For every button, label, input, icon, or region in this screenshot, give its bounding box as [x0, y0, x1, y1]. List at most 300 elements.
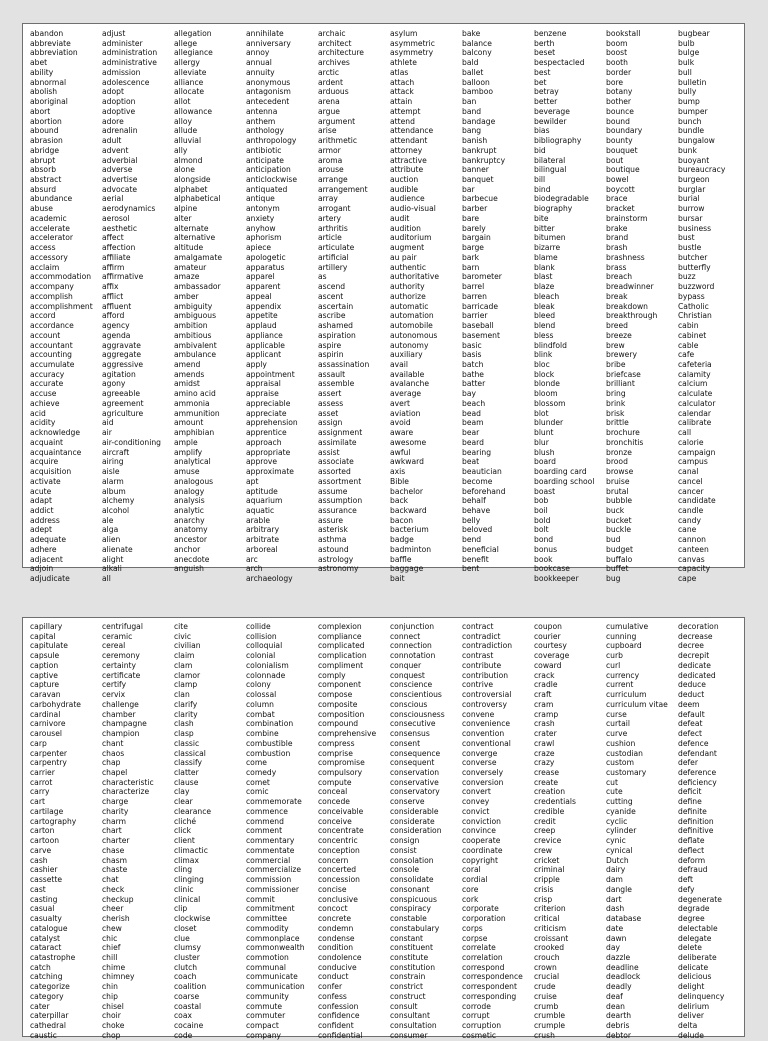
- word-entry: astrology: [318, 554, 354, 564]
- word-entry: belly: [462, 515, 481, 525]
- word-entry: artillery: [318, 262, 348, 272]
- word-entry: badge: [390, 535, 414, 545]
- word-entry: cardinal: [30, 709, 61, 719]
- word-entry: concentric: [318, 836, 358, 846]
- word-entry: delicious: [678, 972, 712, 982]
- word-entry: certainty: [102, 660, 136, 670]
- word-entry: core: [462, 884, 479, 894]
- word-entry: chasm: [102, 855, 127, 865]
- word-entry: adapt: [30, 496, 52, 506]
- word-entry: baseball: [462, 321, 494, 331]
- word-entry: ambitious: [174, 330, 212, 340]
- word-entry: bunch: [678, 116, 702, 126]
- word-entry: bilingual: [534, 165, 567, 175]
- word-entry: Bible: [390, 476, 409, 486]
- word-entry: astronomy: [318, 564, 359, 574]
- word-entry: default: [678, 709, 705, 719]
- word-entry: caterpillar: [30, 1011, 69, 1021]
- word-entry: aspiration: [318, 330, 356, 340]
- word-entry: affiliate: [102, 252, 131, 262]
- word-entry: cabin: [678, 321, 699, 331]
- word-entry: accurate: [30, 379, 64, 389]
- word-entry: constitute: [390, 952, 429, 962]
- word-entry: colony: [246, 680, 271, 690]
- word-entry: aircraft: [102, 447, 130, 457]
- word-entry: book: [534, 554, 553, 564]
- word-entry: appliance: [246, 330, 283, 340]
- word-entry: cupboard: [606, 641, 642, 651]
- word-entry: acclaim: [30, 262, 60, 272]
- word-entry: assassination: [318, 359, 370, 369]
- word-entry: betray: [534, 87, 559, 97]
- word-entry: array: [318, 194, 338, 204]
- word-entry: bay: [462, 389, 476, 399]
- word-entry: automatic: [390, 301, 429, 311]
- word-entry: agreeable: [102, 389, 141, 399]
- word-list-page-2: [22, 617, 745, 1040]
- word-entry: conscience: [390, 680, 433, 690]
- word-entry: adjacent: [30, 554, 63, 564]
- word-entry: cataract: [30, 943, 62, 953]
- word-entry: arctic: [318, 67, 340, 77]
- word-entry: adore: [102, 116, 124, 126]
- word-entry: conspicuous: [390, 894, 437, 904]
- word-entry: bunk: [678, 145, 697, 155]
- word-entry: consign: [390, 836, 420, 846]
- word-entry: contribution: [462, 670, 509, 680]
- word-entry: blast: [534, 272, 553, 282]
- word-entry: deduct: [678, 690, 705, 700]
- word-entry: become: [462, 476, 493, 486]
- word-entry: breach: [606, 272, 633, 282]
- word-entry: advent: [102, 145, 129, 155]
- word-entry: abridge: [30, 145, 60, 155]
- word-entry: courtesy: [534, 641, 567, 651]
- word-entry: bankruptcy: [462, 155, 506, 165]
- word-entry: awkward: [390, 457, 424, 467]
- word-entry: cater: [30, 1001, 50, 1011]
- word-entry: breadwinner: [606, 282, 654, 292]
- word-entry: armor: [318, 145, 341, 155]
- word-entry: concise: [318, 884, 347, 894]
- word-entry: combine: [246, 729, 279, 739]
- word-entry: boycott: [606, 184, 635, 194]
- word-entry: analogous: [174, 476, 214, 486]
- word-entry: arable: [246, 515, 271, 525]
- word-entry: bill: [534, 175, 546, 185]
- word-entry: asymmetric: [390, 38, 435, 48]
- word-entry: bronze: [606, 447, 632, 457]
- word-entry: cocaine: [174, 1021, 204, 1031]
- word-entry: committee: [246, 914, 288, 924]
- word-entry: abet: [30, 58, 48, 68]
- word-entry: clan: [174, 690, 190, 700]
- word-entry: constabulary: [390, 923, 440, 933]
- word-entry: deficit: [678, 787, 702, 797]
- word-entry: cervix: [102, 690, 126, 700]
- word-list-page-1: [22, 23, 745, 584]
- word-entry: acidity: [30, 418, 56, 428]
- word-entry: cabinet: [678, 330, 707, 340]
- word-entry: bloom: [534, 389, 558, 399]
- word-entry: auxiliary: [390, 350, 423, 360]
- word-entry: analogy: [174, 486, 205, 496]
- word-entry: brilliant: [606, 379, 635, 389]
- word-entry: barbecue: [462, 194, 498, 204]
- word-entry: breakdown: [606, 301, 648, 311]
- word-entry: arrange: [318, 175, 348, 185]
- word-entry: conversion: [462, 777, 504, 787]
- word-entry: conduct: [318, 972, 349, 982]
- word-entry: chaste: [102, 865, 128, 875]
- word-entry: auction: [390, 175, 419, 185]
- word-entry: apply: [246, 359, 267, 369]
- word-entry: console: [390, 865, 420, 875]
- word-entry: advocate: [102, 184, 138, 194]
- word-entry: board: [534, 457, 556, 467]
- word-entry: bizarre: [534, 243, 561, 253]
- word-entry: ambivalent: [174, 340, 217, 350]
- word-entry: annoy: [246, 48, 270, 58]
- word-entry: brashness: [606, 252, 645, 262]
- word-entry: bout: [606, 155, 624, 165]
- word-entry: beard: [462, 437, 484, 447]
- word-entry: conservation: [390, 768, 440, 778]
- word-entry: convey: [462, 797, 490, 807]
- word-entry: conserve: [390, 797, 425, 807]
- word-entry: buffet: [606, 564, 629, 574]
- word-entry: air-conditioning: [102, 437, 161, 447]
- word-entry: conducive: [318, 962, 357, 972]
- word-entry: adept: [30, 525, 52, 535]
- word-entry: curse: [606, 709, 627, 719]
- word-entry: acquisition: [30, 467, 72, 477]
- word-entry: conservative: [390, 777, 439, 787]
- word-entry: adult: [102, 136, 122, 146]
- word-entry: compliance: [318, 631, 362, 641]
- word-entry: assortment: [318, 476, 362, 486]
- word-entry: click: [174, 826, 191, 836]
- word-entry: defect: [678, 729, 702, 739]
- word-entry: client: [174, 836, 195, 846]
- word-entry: amphibian: [174, 428, 215, 438]
- word-entry: attractive: [390, 155, 427, 165]
- word-entry: beset: [534, 48, 556, 58]
- word-entry: chap: [102, 758, 121, 768]
- word-entry: aerosol: [102, 213, 130, 223]
- word-entry: bespectacled: [534, 58, 585, 68]
- word-entry: bitter: [534, 223, 555, 233]
- word-column: [462, 622, 534, 1041]
- word-entry: confident: [318, 1021, 354, 1031]
- word-column: [606, 622, 678, 1041]
- word-entry: amidst: [174, 379, 200, 389]
- word-entry: authentic: [390, 262, 427, 272]
- word-entry: barren: [462, 291, 487, 301]
- word-entry: backward: [390, 505, 427, 515]
- word-entry: blink: [534, 350, 553, 360]
- word-entry: agreement: [102, 398, 144, 408]
- word-entry: delectable: [678, 923, 718, 933]
- word-entry: considerable: [390, 806, 439, 816]
- word-entry: antiquated: [246, 184, 288, 194]
- word-entry: ammonia: [174, 398, 210, 408]
- word-entry: accelerator: [30, 233, 73, 243]
- word-entry: business: [678, 223, 712, 233]
- word-entry: booth: [606, 58, 628, 68]
- word-entry: beam: [462, 418, 484, 428]
- word-entry: beforehand: [462, 486, 506, 496]
- word-entry: civic: [174, 631, 192, 641]
- word-entry: accompany: [30, 282, 74, 292]
- word-entry: almond: [174, 155, 203, 165]
- word-entry: coach: [174, 972, 197, 982]
- word-entry: abandon: [30, 29, 64, 38]
- word-entry: component: [318, 680, 361, 690]
- word-entry: attain: [390, 97, 413, 107]
- word-entry: attorney: [390, 145, 423, 155]
- word-entry: aquarium: [246, 496, 283, 506]
- word-entry: alliance: [174, 77, 204, 87]
- word-column: [678, 622, 750, 1041]
- word-entry: climactic: [174, 845, 208, 855]
- word-entry: construct: [390, 991, 426, 1001]
- word-entry: alkali: [102, 564, 122, 574]
- word-entry: back: [390, 496, 409, 506]
- word-entry: civilian: [174, 641, 201, 651]
- word-entry: bait: [390, 574, 405, 584]
- word-entry: agriculture: [102, 408, 144, 418]
- word-entry: decrease: [678, 631, 713, 641]
- word-entry: conception: [318, 845, 360, 855]
- word-entry: definitive: [678, 826, 714, 836]
- word-entry: confess: [318, 991, 347, 1001]
- word-entry: accuracy: [30, 369, 65, 379]
- word-column: [390, 622, 462, 1041]
- word-entry: bracket: [606, 204, 635, 214]
- word-entry: chic: [102, 933, 118, 943]
- word-entry: bold: [534, 515, 551, 525]
- word-entry: delegate: [678, 933, 712, 943]
- word-entry: debris: [606, 1021, 630, 1031]
- word-entry: cereal: [102, 641, 126, 651]
- word-entry: alpine: [174, 204, 198, 214]
- word-entry: available: [390, 369, 425, 379]
- word-entry: concoct: [318, 904, 348, 914]
- word-entry: comet: [246, 777, 270, 787]
- word-entry: converge: [462, 748, 498, 758]
- word-entry: assault: [318, 369, 346, 379]
- word-entry: consent: [390, 738, 421, 748]
- word-entry: conventional: [462, 738, 511, 748]
- word-entry: cane: [678, 525, 697, 535]
- word-entry: annual: [246, 58, 272, 68]
- word-entry: defy: [678, 884, 695, 894]
- word-column: [174, 29, 246, 584]
- word-entry: chant: [102, 738, 124, 748]
- word-entry: barn: [462, 262, 480, 272]
- word-entry: brainstorm: [606, 213, 648, 223]
- word-entry: attribute: [390, 165, 424, 175]
- word-entry: antonym: [246, 204, 280, 214]
- word-entry: defer: [678, 758, 698, 768]
- word-entry: bearing: [462, 447, 492, 457]
- word-entry: candle: [678, 505, 704, 515]
- word-entry: classic: [174, 738, 200, 748]
- word-entry: cynic: [606, 836, 626, 846]
- word-entry: bar: [462, 184, 475, 194]
- word-entry: company: [246, 1030, 281, 1040]
- word-entry: definition: [678, 816, 714, 826]
- word-entry: carrier: [30, 768, 55, 778]
- word-entry: article: [318, 233, 342, 243]
- word-entry: appraise: [246, 389, 279, 399]
- word-entry: appraisal: [246, 379, 281, 389]
- word-entry: casualty: [30, 914, 62, 924]
- word-entry: database: [606, 914, 642, 924]
- word-entry: bump: [678, 97, 700, 107]
- word-entry: banish: [462, 136, 488, 146]
- word-entry: attack: [390, 87, 414, 97]
- word-entry: beneficial: [462, 544, 499, 554]
- word-entry: candidate: [678, 496, 716, 506]
- word-entry: boom: [606, 38, 628, 48]
- word-entry: appreciate: [246, 408, 287, 418]
- word-entry: atlas: [390, 67, 409, 77]
- word-entry: asthma: [318, 535, 347, 545]
- word-entry: biodegradable: [534, 194, 589, 204]
- word-entry: batch: [462, 359, 484, 369]
- word-entry: chimney: [102, 972, 135, 982]
- word-entry: anguish: [174, 564, 204, 574]
- word-entry: blot: [534, 408, 549, 418]
- word-entry: casting: [30, 894, 58, 904]
- word-entry: assess: [318, 398, 344, 408]
- word-entry: adoptive: [102, 106, 136, 116]
- word-entry: condemn: [318, 923, 354, 933]
- word-entry: certificate: [102, 670, 141, 680]
- word-entry: boarding card: [534, 467, 587, 477]
- word-entry: cork: [462, 894, 479, 904]
- word-entry: bent: [462, 564, 480, 574]
- word-entry: conjunction: [390, 622, 435, 631]
- word-entry: amuse: [174, 467, 200, 477]
- word-entry: budget: [606, 544, 633, 554]
- word-entry: confidential: [318, 1030, 363, 1040]
- word-entry: architecture: [318, 48, 364, 58]
- word-entry: carpenter: [30, 748, 68, 758]
- word-entry: antagonism: [246, 87, 291, 97]
- word-entry: basis: [462, 350, 482, 360]
- word-entry: acquaint: [30, 437, 64, 447]
- word-entry: anthropology: [246, 136, 297, 146]
- word-entry: commissioner: [246, 884, 300, 894]
- word-entry: blunder: [534, 418, 564, 428]
- word-entry: curl: [606, 660, 621, 670]
- word-entry: attendance: [390, 126, 434, 136]
- word-column: [246, 29, 318, 584]
- word-entry: bleed: [534, 311, 556, 321]
- word-entry: certify: [102, 680, 127, 690]
- word-entry: artificial: [318, 252, 349, 262]
- word-entry: comedy: [246, 768, 277, 778]
- word-entry: clatter: [174, 768, 199, 778]
- word-entry: aware: [390, 428, 414, 438]
- word-entry: community: [246, 991, 289, 1001]
- word-entry: allege: [174, 38, 198, 48]
- word-entry: apparatus: [246, 262, 285, 272]
- word-entry: calendar: [678, 408, 712, 418]
- word-entry: barrel: [462, 282, 485, 292]
- word-entry: antecedent: [246, 97, 290, 107]
- word-entry: dangle: [606, 884, 632, 894]
- word-entry: adverbial: [102, 155, 138, 165]
- word-entry: bleach: [534, 291, 560, 301]
- word-entry: brisk: [606, 408, 625, 418]
- word-entry: ambiguous: [174, 311, 217, 321]
- word-entry: clinging: [174, 875, 204, 885]
- word-entry: Dutch: [606, 855, 629, 865]
- word-entry: degenerate: [678, 894, 722, 904]
- word-entry: aviation: [390, 408, 421, 418]
- word-entry: adequate: [30, 535, 67, 545]
- word-entry: applicant: [246, 350, 282, 360]
- word-entry: basic: [462, 340, 482, 350]
- word-entry: blank: [534, 262, 555, 272]
- word-entry: corporate: [462, 904, 499, 914]
- word-entry: deadlock: [606, 972, 641, 982]
- word-entry: allude: [174, 126, 198, 136]
- word-entry: afford: [102, 311, 125, 321]
- word-entry: debtor: [606, 1030, 632, 1040]
- word-entry: call: [678, 428, 692, 438]
- word-entry: cafeteria: [678, 359, 712, 369]
- word-entry: centrifugal: [102, 622, 143, 631]
- word-entry: customary: [606, 768, 647, 778]
- word-entry: capitulate: [30, 641, 68, 651]
- word-entry: current: [606, 680, 634, 690]
- word-entry: controversy: [462, 699, 507, 709]
- word-entry: consecutive: [390, 719, 436, 729]
- word-entry: aerodynamics: [102, 204, 156, 214]
- word-entry: cash: [30, 855, 48, 865]
- word-entry: coastal: [174, 1001, 202, 1011]
- word-entry: cliché: [174, 816, 197, 826]
- word-entry: authority: [390, 282, 425, 292]
- word-entry: constant: [390, 933, 424, 943]
- word-entry: cast: [30, 884, 46, 894]
- word-entry: deadly: [606, 982, 632, 992]
- word-entry: burrow: [678, 204, 705, 214]
- word-entry: allocate: [174, 87, 204, 97]
- word-entry: arrogant: [318, 204, 351, 214]
- word-entry: aroma: [318, 155, 343, 165]
- word-entry: arch: [246, 564, 263, 574]
- word-entry: acknowledge: [30, 428, 80, 438]
- word-entry: bob: [534, 496, 549, 506]
- word-entry: blur: [534, 437, 549, 447]
- word-entry: consequent: [390, 758, 435, 768]
- word-entry: curve: [606, 729, 628, 739]
- word-column: [462, 29, 534, 584]
- word-entry: accordance: [30, 321, 74, 331]
- word-entry: au pair: [390, 252, 417, 262]
- word-entry: apparent: [246, 282, 281, 292]
- word-entry: consumer: [390, 1030, 428, 1040]
- word-entry: appointment: [246, 369, 295, 379]
- word-entry: condense: [318, 933, 355, 943]
- word-entry: abort: [30, 106, 51, 116]
